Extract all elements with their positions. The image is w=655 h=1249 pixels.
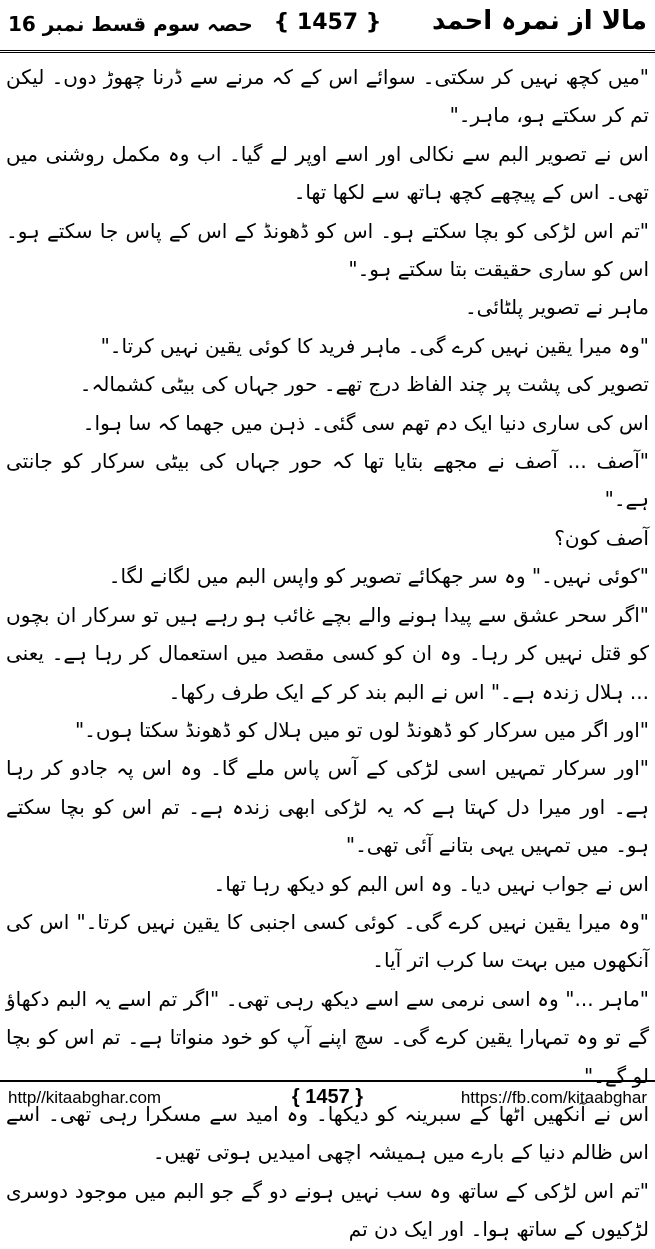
paragraph: "وہ میرا یقین نہیں کرے گی۔ ماہر فرید کا کوئی یقین نہیں کرتا۔" [100,333,649,358]
facebook-link[interactable]: https://fb.com/kitaabghar [460,1088,647,1107]
paragraph: "وہ میرا یقین نہیں کرے گی۔ کوئی کسی اجنبی کا یقین نہیں کرتا۔" اس کی آنکھوں میں بہت سا کرب اتر آیا۔ [6,909,649,973]
paragraph: "اور سرکار تمہیں اسی لڑکی کے آس پاس ملے گا۔ وہ اس پہ جادو کر رہا ہے۔ اور میرا دل کہتا ہے کہ یہ لڑکی ابھی زندہ ہے۔ تم اس کو بچا سکتے ہو۔ میں تمہیں یہی بتانے آئی تھی۔" [6,756,649,858]
paragraph: اس نے جواب نہیں دیا۔ وہ اس البم کو دیکھ رہا تھا۔ [213,871,649,896]
website-link[interactable]: http//kitaabghar.com [8,1088,162,1107]
page-header [0,0,655,50]
paragraph: "اور اگر میں سرکار کو ڈھونڈ لوں تو میں ہلال کو ڈھونڈ سکتا ہوں۔" [74,717,649,742]
paragraph: اس کی ساری دنیا ایک دم تھم سی گئی۔ ذہن میں جھما کہ سا ہوا۔ [82,410,649,435]
paragraph: "ماہر ..." وہ اسی نرمی سے اسے دیکھ رہی تھی۔ "اگر تم اسے یہ البم دکھاؤ گے تو وہ تمہارا یقین کرے گی۔ سچ اپنے آپ کو خود منواتا ہے۔ تم اس کو بچا لو گے۔" [6,986,649,1088]
footer-divider [0,1080,655,1082]
book-title: مالا از نمرہ احمد [432,6,647,36]
section-info: حصہ سوم قسط نمبر 16 [8,12,253,36]
paragraph: "میں کچھ نہیں کر سکتی۔ سوائے اس کے کہ مرنے سے ڈرنا چھوڑ دوں۔ لیکن تم کر سکتے ہو، ماہر۔" [6,65,649,128]
paragraph: "اگر سحر عشق سے پیدا ہونے والے بچے غائب ہو رہے ہیں تو سرکار ان بچوں کو قتل نہیں کر رہا۔ وہ ان کو کسی مقصد میں استعمال کر رہا ہے۔ یعنی ... ہلال زندہ ہے۔" اس نے البم بند کر کے ایک طرف رکھا۔ [6,602,649,704]
paragraph: آصف کون؟ [554,525,649,550]
paragraph: "آصف ... آصف نے مجھے بتایا تھا کہ حور جہاں کی بیٹی سرکار کو جانتی ہے۔" [6,449,649,512]
header-page-number: { 1457 } [273,10,382,35]
paragraph: اس نے آنکھیں اٹھا کے سبرینہ کو دیکھا۔ وہ امید سے مسکرا رہی تھی۔ اسے اس ظالم دنیا کے بارے میں ہمیشہ اچھی امیدیں ہوتی تھیں۔ [6,1101,650,1165]
paragraph: ماہر نے تصویر پلٹائی۔ [464,295,649,320]
header-divider [0,50,655,53]
page-footer [0,1084,655,1116]
paragraph: اس نے تصویر البم سے نکالی اور اسے اوپر لے گیا۔ اب وہ مکمل روشنی میں تھی۔ اس کے پیچھے کچھ ہاتھ سے لکھا تھا۔ [6,141,649,205]
footer-page-number: { 1457 } [291,1086,364,1108]
paragraph: "کوئی نہیں۔" وہ سر جھکائے تصویر کو واپس البم میں لگانے لگا۔ [108,564,649,589]
paragraph: "تم اس لڑکی کو بچا سکتے ہو۔ اس کو ڈھونڈ کے اس کے پاس جا سکتے ہو۔ اس کو ساری حقیقت بتا سکتے ہو۔" [6,218,649,282]
paragraph: تصویر کی پشت پر چند الفاظ درج تھے۔ حور جہاں کی بیٹی کشمالہ۔ [79,372,649,397]
paragraph: "تم اس لڑکی کے ساتھ وہ سب نہیں ہونے دو گے جو البم میں موجود دوسری لڑکیوں کے ساتھ ہوا۔ اور ایک دن تم [6,1178,649,1242]
